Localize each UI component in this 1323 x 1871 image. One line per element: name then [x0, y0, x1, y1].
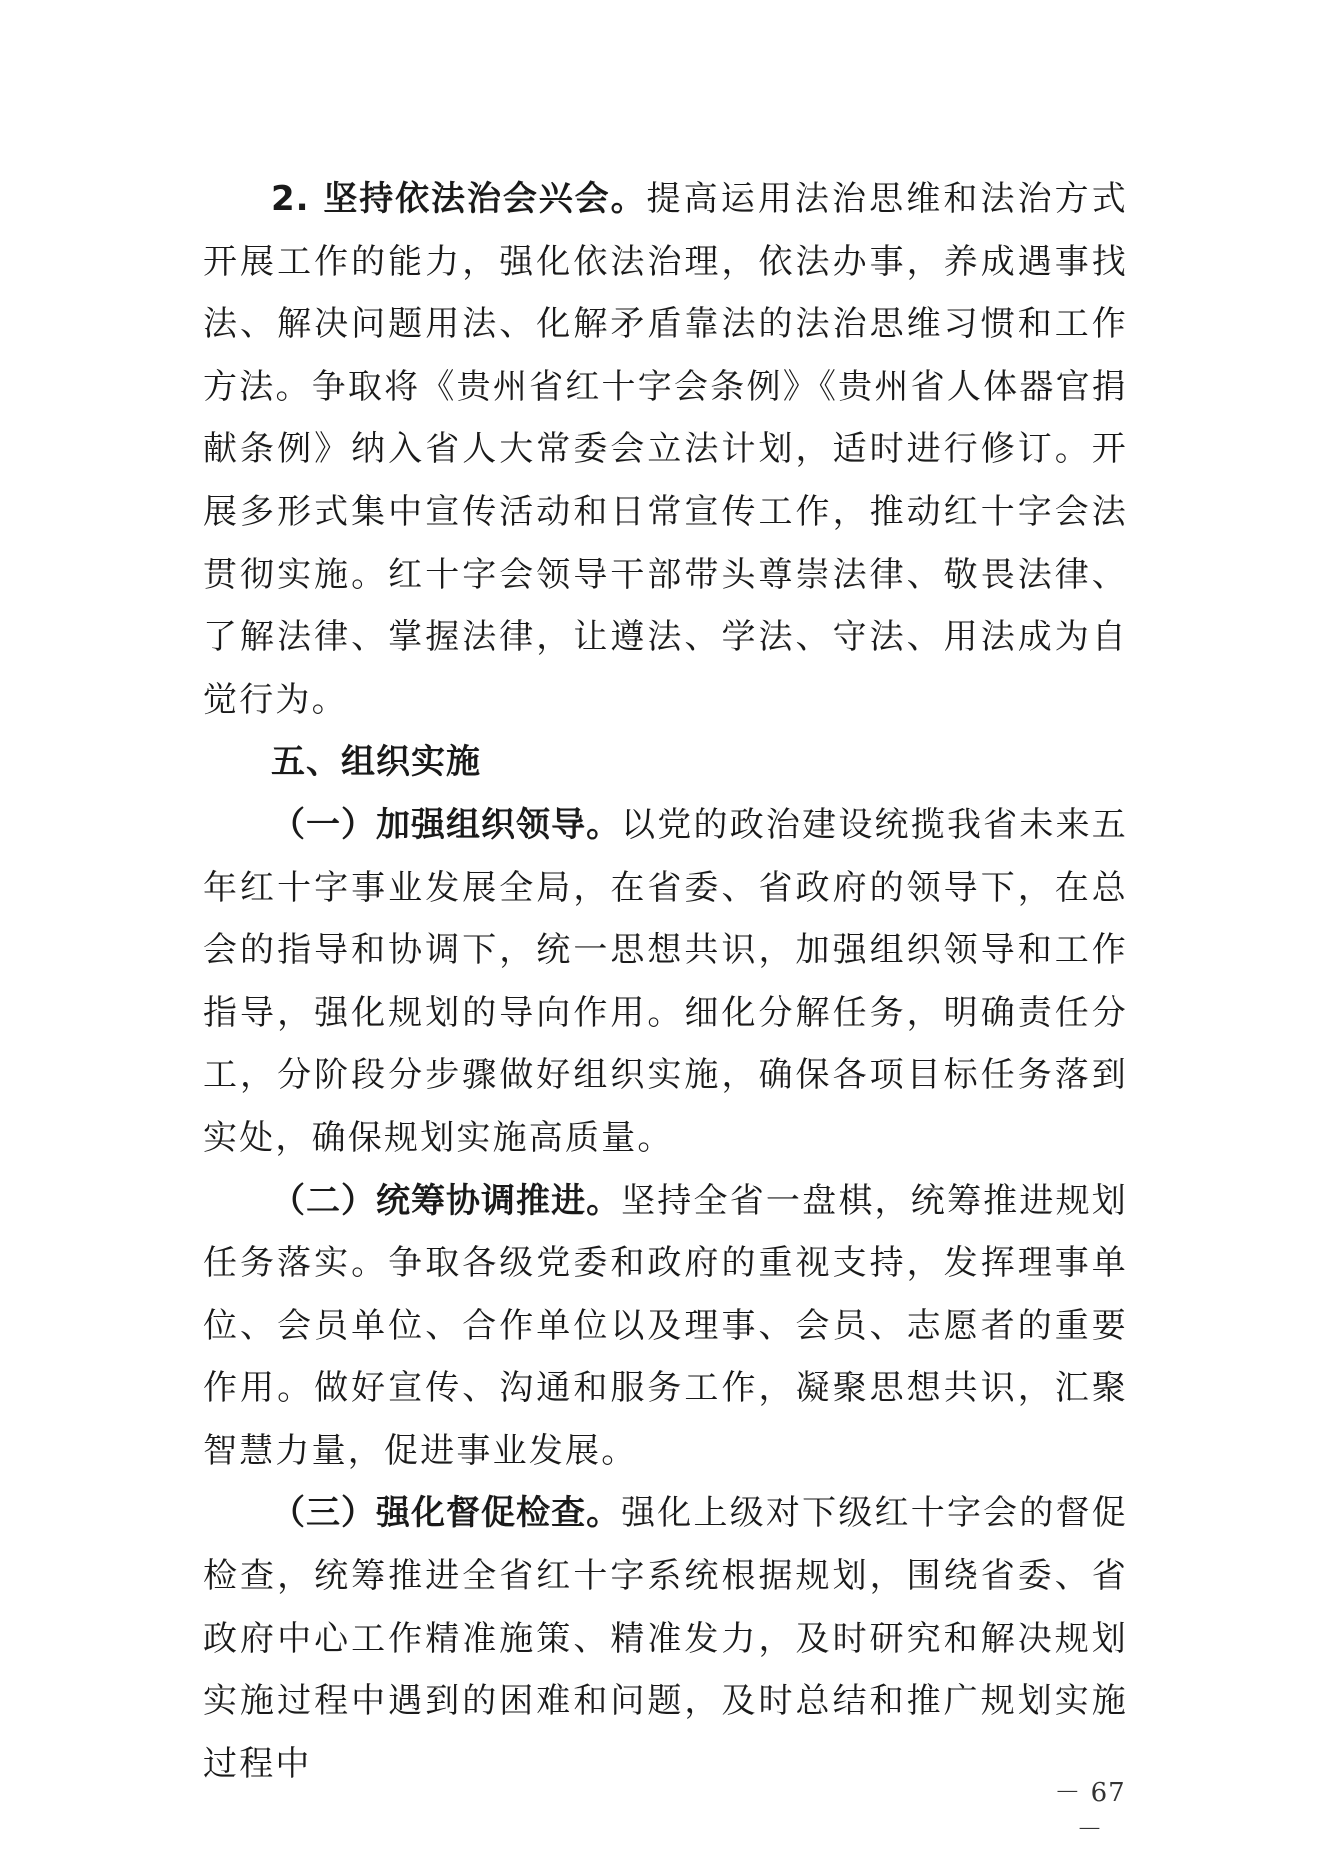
section-title: 五、组织实施	[271, 742, 481, 783]
paragraph-lead: （二）统筹协调推进。	[271, 1180, 622, 1221]
section-heading	[203, 731, 1128, 794]
paragraph-text: 坚持全省一盘棋，统筹推进规划任务落实。争取各级党委和政府的重视支持，发挥理事单位、会员单位、合作单位以及理事、会员、志愿者的重要作用。做好宣传、沟通和服务工作，凝聚思想共识，汇聚智慧力量，促进事业发展。	[203, 1180, 1128, 1471]
paragraph-coordination	[203, 1170, 1128, 1483]
page-number: － 67 －	[1054, 1778, 1126, 1845]
paragraph-text: 以党的政治建设统揽我省未来五年红十字事业发展全局，在省委、省政府的领导下，在总会的指导和协调下，统一思想共识，加强组织领导和工作指导，强化规划的导向作用。细化分解任务，明确责任分工，分阶段分步骤做好组织实施，确保各项目标任务落到实处，确保规划实施高质量。	[203, 804, 1128, 1158]
paragraph-text: 提高运用法治思维和法治方式开展工作的能力，强化依法治理，依法办事，养成遇事找法、解决问题用法、化解矛盾靠法的法治思维习惯和工作方法。争取将《贵州省红十字会条例》《贵州省人体器官捐献条例》纳入省人大常委会立法计划，适时进行修订。开展多形式集中宣传活动和日常宣传工作，推动红十字会法贯彻实施。红十字会领导干部带头尊崇法律、敬畏法律、了解法律、掌握法律，让遵法、学法、守法、用法成为自觉行为。	[203, 179, 1128, 720]
paragraph-leadership	[203, 794, 1128, 1170]
paragraph-supervision	[203, 1482, 1128, 1795]
paragraph-text: 强化上级对下级红十字会的督促检查，统筹推进全省红十字系统根据规划，围绕省委、省政府中心工作精准施策、精准发力，及时研究和解决规划实施过程中遇到的困难和问题，及时总结和推广规划实施过程中	[203, 1493, 1128, 1784]
paragraph-rule-of-law	[203, 168, 1128, 731]
paragraph-lead: （三）强化督促检查。	[271, 1493, 622, 1534]
paragraph-lead: （一）加强组织领导。	[271, 804, 622, 845]
paragraph-lead: 2. 坚持依法治会兴会。	[271, 179, 647, 219]
document-body	[203, 168, 1128, 1795]
